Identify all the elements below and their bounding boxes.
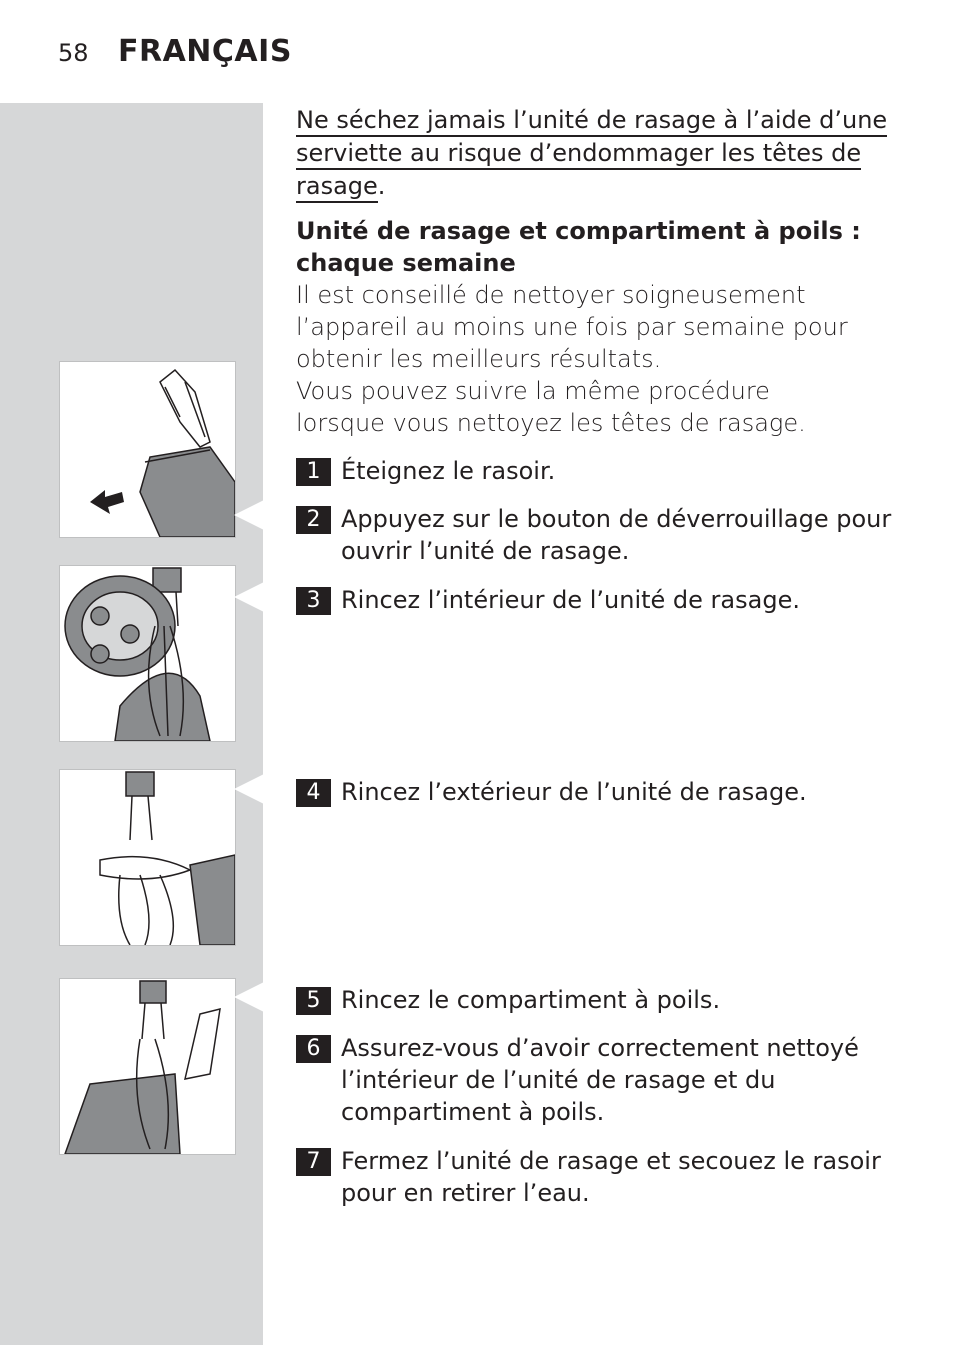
step-3: [296, 584, 896, 616]
figure-pointer: [234, 982, 264, 1012]
heading-line-1: Unité de rasage et compartiment à poils :: [296, 217, 861, 245]
intro-text: [296, 279, 896, 439]
step-number: 3: [296, 587, 331, 615]
step-text: Rincez l’intérieur de l’unité de rasage.: [341, 586, 800, 614]
step-number: 1: [296, 458, 331, 486]
warning-line-2: serviette au risque d’endommager les têtes de: [296, 139, 861, 170]
figure-pointer: [234, 774, 264, 804]
step-text: Rincez l’extérieur de l’unité de rasage.: [341, 778, 807, 806]
step-5: [296, 984, 896, 1016]
intro-paragraph-2: Vous pouvez suivre la même procédure lorsque vous nettoyez les têtes de rasage.: [296, 377, 806, 437]
figure-pointer: [234, 582, 264, 612]
step-7: [296, 1145, 896, 1209]
figure-open-shaving-unit: [59, 361, 236, 538]
figure-rinse-inside: [59, 565, 236, 742]
step-number: 4: [296, 779, 331, 807]
step-2: [296, 503, 896, 567]
section-language-title: FRANÇAIS: [118, 34, 292, 69]
warning-line-1: Ne séchez jamais l’unité de rasage à l’aide d’une: [296, 106, 887, 137]
figure-rinse-outside: [59, 769, 236, 946]
warning-line-3: rasage: [296, 172, 378, 203]
page-number: 58: [58, 39, 89, 67]
step-text: Rincez le compartiment à poils.: [341, 986, 721, 1014]
step-text: Éteignez le rasoir.: [341, 457, 556, 485]
drying-warning: Ne séchez jamais l’unité de rasage à l’aide d’une serviette au risque d’endommager les têtes de rasage.: [296, 104, 896, 203]
step-number: 7: [296, 1148, 331, 1176]
figure-pointer: [234, 500, 264, 530]
step-1: [296, 455, 896, 487]
intro-paragraph-1: Il est conseillé de nettoyer soigneusement l’appareil au moins une fois par semaine pour obtenir les meilleurs résultats.: [296, 281, 848, 373]
step-6: [296, 1032, 896, 1128]
section-heading: [296, 215, 896, 279]
step-text: Appuyez sur le bouton de déverrouillage pour ouvrir l’unité de rasage.: [341, 505, 892, 565]
figure-rinse-hair-chamber: [59, 978, 236, 1155]
step-text: Fermez l’unité de rasage et secouez le rasoir pour en retirer l’eau.: [341, 1147, 881, 1207]
heading-line-2: chaque semaine: [296, 249, 516, 277]
step-number: 6: [296, 1035, 331, 1063]
step-4: [296, 776, 896, 808]
step-number: 5: [296, 987, 331, 1015]
step-text: Assurez-vous d’avoir correctement nettoyé l’intérieur de l’unité de rasage et du compartiment à poils.: [341, 1034, 859, 1126]
step-number: 2: [296, 506, 331, 534]
